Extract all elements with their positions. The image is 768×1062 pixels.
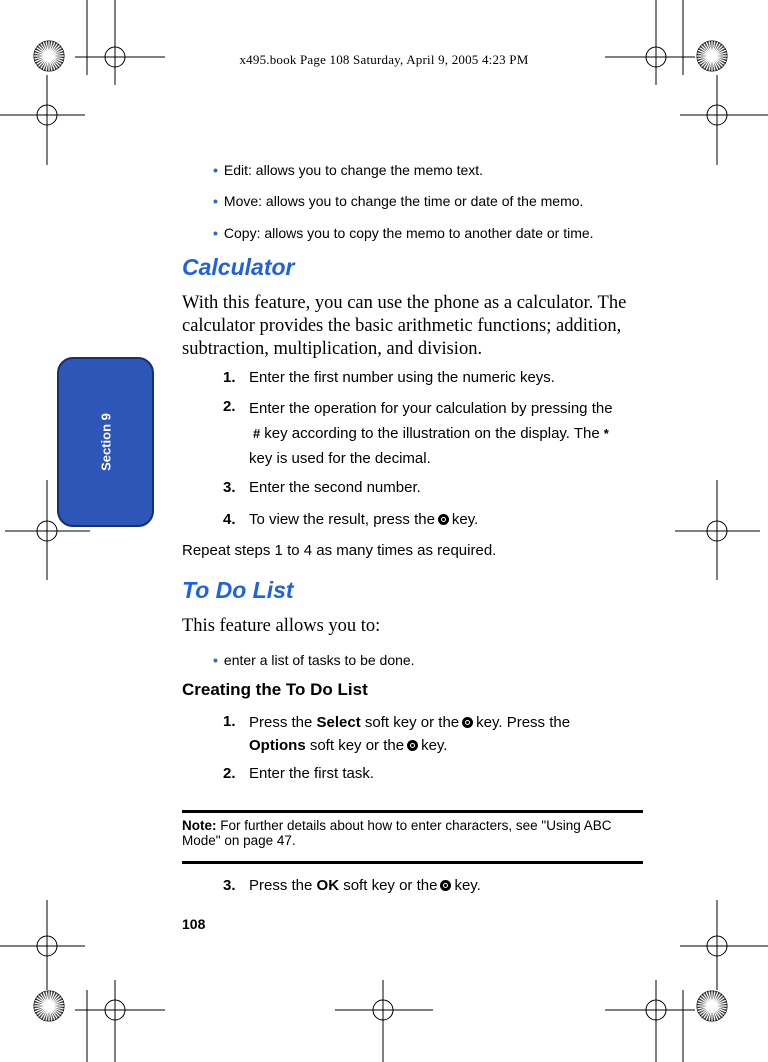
step-number: 2. bbox=[223, 398, 236, 415]
step-number: 2. bbox=[223, 765, 236, 782]
print-header: x495.book Page 108 Saturday, April 9, 2005 4:23 PM bbox=[239, 52, 529, 67]
bullet-icon: • bbox=[213, 162, 218, 178]
note-bottom-divider bbox=[182, 861, 643, 864]
note-text: Note: For further details about how to enter characters, see "Using ABC Mode" on page 47. bbox=[182, 818, 612, 848]
repeat-text: Repeat steps 1 to 4 as many times as required. bbox=[182, 542, 497, 559]
ok-key-icon bbox=[407, 740, 418, 751]
calculator-step-4: To view the result, press the key. bbox=[249, 511, 479, 528]
hash-key-icon: # bbox=[253, 426, 261, 441]
calculator-heading: Calculator bbox=[182, 254, 295, 280]
bullet-icon: • bbox=[213, 652, 218, 668]
step-number: 1. bbox=[223, 713, 236, 730]
bullet-icon: • bbox=[213, 193, 218, 209]
calculator-step-3: Enter the second number. bbox=[249, 479, 421, 496]
todo-step-2: Enter the first task. bbox=[249, 765, 375, 782]
list-item: • Move: allows you to change the time or date of the memo. bbox=[213, 193, 584, 209]
step-number: 4. bbox=[223, 511, 236, 528]
ok-key-icon bbox=[440, 880, 451, 891]
ok-key-icon bbox=[438, 514, 449, 525]
todo-subheading: Creating the To Do List bbox=[182, 680, 368, 699]
calculator-step-2: Enter the operation for your calculation by pressing the # key according to the illustration on the display. The * key is used for the decimal. bbox=[249, 400, 613, 467]
step-number: 3. bbox=[223, 877, 236, 894]
note-top-divider bbox=[182, 810, 643, 813]
calculator-intro: With this feature, you can use the phone as a calculator. The calculator provides the basic arithmetic functions; addition, subtraction, multiplication, and division. bbox=[182, 293, 627, 359]
calculator-step-1: Enter the first number using the numeric keys. bbox=[249, 369, 555, 386]
list-item: • enter a list of tasks to be done. bbox=[213, 652, 415, 668]
step-number: 3. bbox=[223, 479, 236, 496]
todo-heading: To Do List bbox=[182, 577, 294, 603]
page-number: 108 bbox=[182, 916, 206, 932]
step-number: 1. bbox=[223, 369, 236, 386]
bullet-icon: • bbox=[213, 225, 218, 241]
registration-starburst bbox=[34, 41, 727, 1021]
todo-step-3: Press the OK soft key or the key. bbox=[249, 877, 481, 894]
star-key-icon: * bbox=[603, 426, 609, 441]
list-item: • Edit: allows you to change the memo text. bbox=[213, 162, 484, 178]
section-tab-label: Section 9 bbox=[98, 413, 114, 471]
list-item: • Copy: allows you to copy the memo to another date or time. bbox=[213, 225, 594, 241]
todo-step-1: Press the Select soft key or the key. Press the Options soft key or the key. bbox=[249, 714, 571, 754]
todo-intro: This feature allows you to: bbox=[182, 616, 381, 636]
ok-key-icon bbox=[462, 717, 473, 728]
